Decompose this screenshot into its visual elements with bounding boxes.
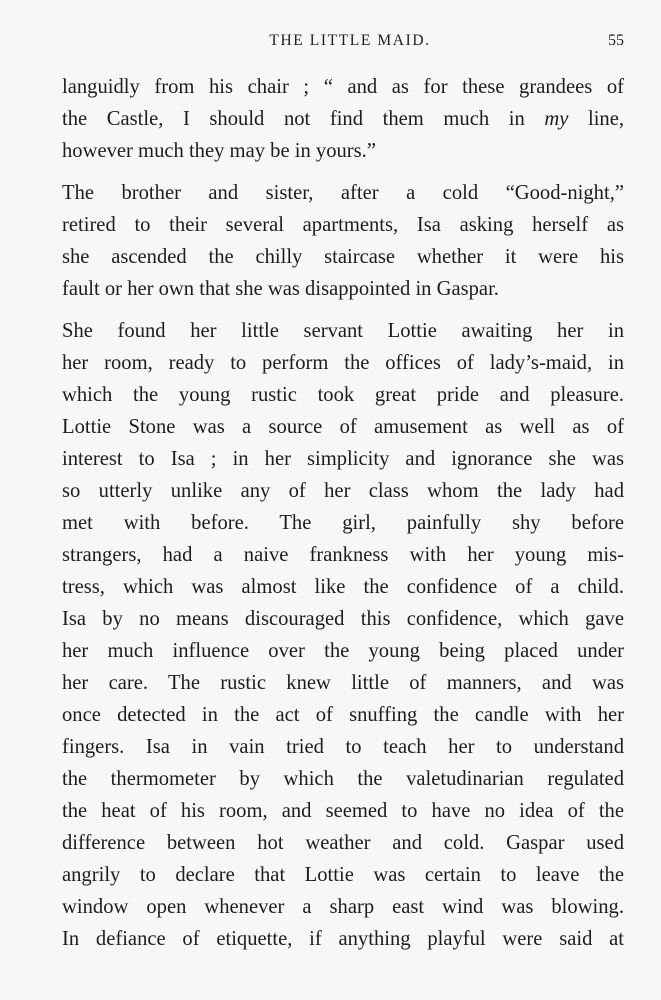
- text-line: once detected in the act of snuffing the candle with her: [62, 704, 624, 726]
- text-line: Isa by no means discouraged this confidence, which gave: [62, 608, 624, 630]
- text-line: the heat of his room, and seemed to have no idea of the: [62, 800, 624, 822]
- text-line: tress, which was almost like the confidence of a child.: [62, 576, 624, 598]
- text-line: her room, ready to perform the offices of lady’s-maid, in: [62, 352, 624, 374]
- text-line: however much they may be in yours.”: [62, 140, 376, 162]
- text-line: her care. The rustic knew little of manners, and was: [62, 672, 624, 694]
- text-line: met with before. The girl, painfully shy before: [62, 512, 624, 534]
- page-number: 55: [608, 32, 624, 49]
- text-line: retired to their several apartments, Isa asking herself as: [62, 214, 624, 236]
- italic-word: my: [544, 108, 569, 130]
- text-line: [62, 103, 624, 135]
- text-line: The brother and sister, after a cold “Good-night,”: [62, 182, 624, 204]
- text-line-segment: line,: [568, 108, 624, 130]
- text-line: angrily to declare that Lottie was certain to leave the: [62, 864, 624, 886]
- running-head: [62, 32, 624, 56]
- text-line: Lottie Stone was a source of amusement as well as of: [62, 416, 624, 438]
- text-line: She found her little servant Lottie awaiting her in: [62, 320, 624, 342]
- text-line: so utterly unlike any of her class whom the lady had: [62, 480, 624, 502]
- text-line: her much influence over the young being placed under: [62, 640, 624, 662]
- text-line: the thermometer by which the valetudinarian regulated: [62, 768, 624, 790]
- text-line: interest to Isa ; in her simplicity and ignorance she was: [62, 448, 624, 470]
- text-line: fault or her own that she was disappointed in Gaspar.: [62, 278, 499, 300]
- running-title: THE LITTLE MAID.: [269, 32, 431, 49]
- text-line: fingers. Isa in vain tried to teach her to understand: [62, 736, 624, 758]
- text-line: she ascended the chilly staircase whether it were his: [62, 246, 624, 268]
- text-line: window open whenever a sharp east wind was blowing.: [62, 896, 624, 918]
- text-line: strangers, had a naive frankness with her young mis-: [62, 544, 624, 566]
- text-line: which the young rustic took great pride and pleasure.: [62, 384, 624, 406]
- text-line: languidly from his chair ; “ and as for these grandees of: [62, 76, 624, 98]
- text-line: In defiance of etiquette, if anything playful were said at: [62, 928, 624, 950]
- text-line: difference between hot weather and cold. Gaspar used: [62, 832, 624, 854]
- body-text: [62, 71, 624, 955]
- text-line-segment: the Castle, I should not find them much in: [62, 108, 545, 130]
